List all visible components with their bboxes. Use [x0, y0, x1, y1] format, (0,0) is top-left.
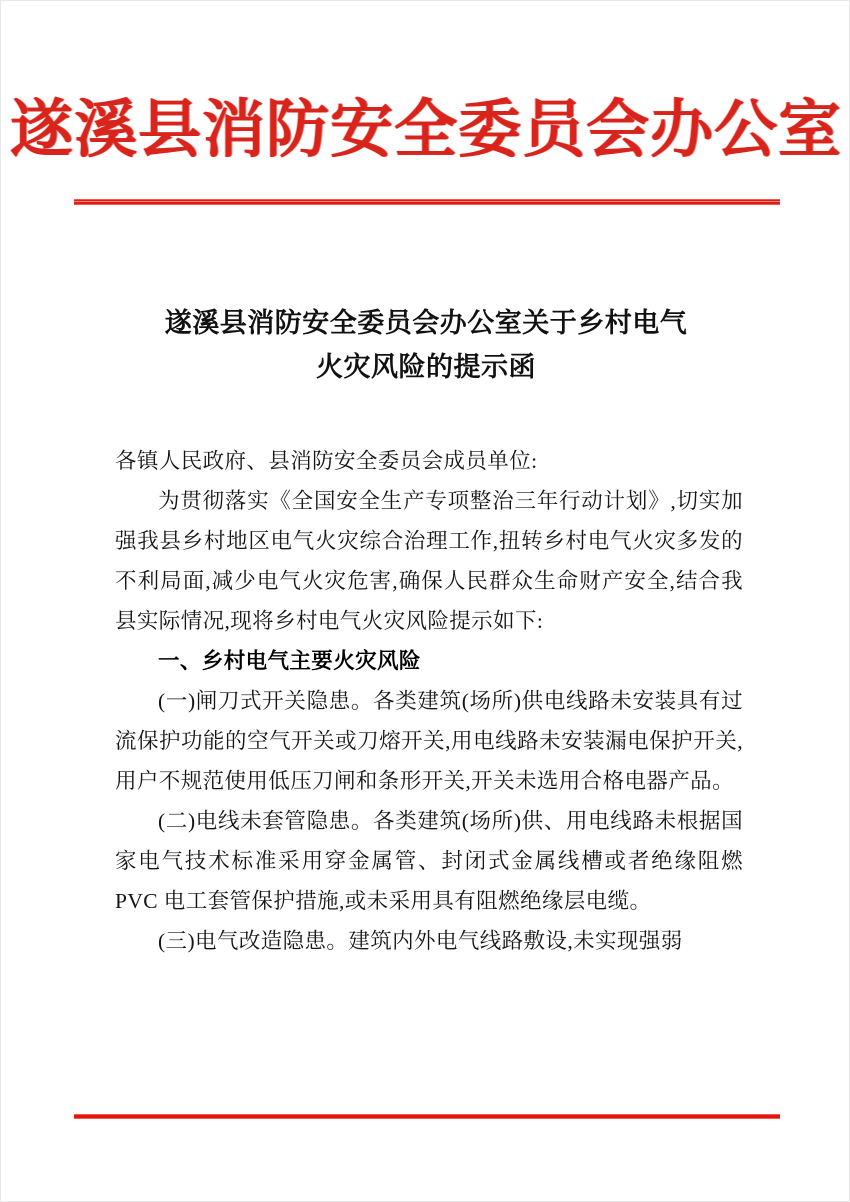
masthead-red-rule: [74, 199, 780, 205]
paragraph-item-1: (一)闸刀式开关隐患。各类建筑(场所)供电线路未安装具有过流保护功能的空气开关或刀熔开关,用电线路未安装漏电保护开关,用户不规范使用低压刀闸和条形开关,开关未选用合格电器产品。: [115, 689, 743, 793]
salutation: 各镇人民政府、县消防安全委员会成员单位:: [115, 449, 538, 473]
paragraph-item-2: (二)电线未套管隐患。各类建筑(场所)供、用电线路未根据国家电气技术标准采用穿金属管、封闭式金属线槽或者绝缘阻燃 PVC 电工套管保护措施,或未采用具有阻燃绝缘层电缆。: [115, 809, 743, 913]
paragraph-preamble: 为贯彻落实《全国安全生产专项整治三年行动计划》,切实加强我县乡村地区电气火灾综合治理工作,扭转乡村电气火灾多发的不利局面,减少电气火灾危害,确保人民群众生命财产安全,结合我县实际情况,现将乡村电气火灾风险提示如下:: [115, 489, 743, 633]
document-title-line-2: 火灾风险的提示函: [316, 352, 536, 382]
masthead-organization-name: 遂溪县消防安全委员会办公室: [10, 95, 842, 165]
section-heading-1: 一、乡村电气主要火灾风险: [158, 649, 421, 673]
masthead: [1, 97, 850, 163]
document-body: [115, 441, 743, 961]
paragraph-item-3: (三)电气改造隐患。建筑内外电气线路敷设,未实现强弱: [158, 929, 683, 953]
footer-red-rule: [74, 1114, 780, 1119]
document-title: [116, 301, 736, 389]
document-title-line-1: 遂溪县消防安全委员会办公室关于乡村电气: [164, 308, 688, 338]
